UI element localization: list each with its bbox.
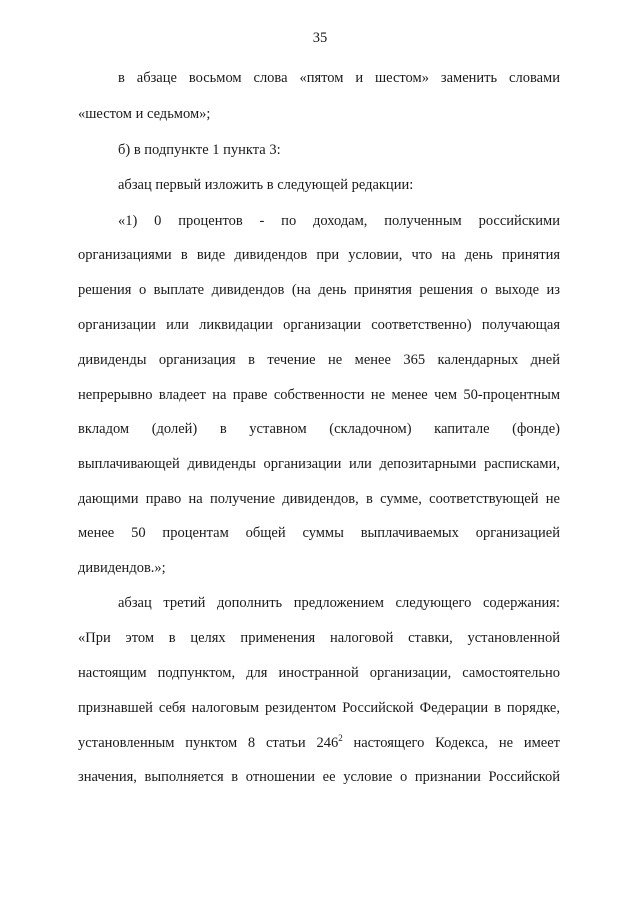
text-line: вкладом (долей) в уставном (складочном) капитале (фонде) xyxy=(78,421,560,437)
text-line: менее 50 процентам общей суммы выплачиваемых организацией xyxy=(78,525,560,541)
text-line: абзац первый изложить в следующей редакции: xyxy=(118,177,414,193)
text-segment: настоящего Кодекса, не имеет xyxy=(342,735,561,751)
text-line: непрерывно владеет на праве собственности не менее чем 50-процентным xyxy=(78,387,560,403)
text-segment: установленным пунктом 8 статьи 246 xyxy=(78,735,339,751)
text-line: дивидендов.»; xyxy=(78,560,166,576)
text-line: абзац третий дополнить предложением следующего содержания: xyxy=(118,595,560,611)
text-line: значения, выполняется в отношении ее условие о признании Российской xyxy=(78,769,560,785)
superscript: 2 xyxy=(338,733,343,744)
text-line: организациями в виде дивидендов при условии, что на день принятия xyxy=(78,247,560,263)
text-line: организации или ликвидации организации соответственно) получающая xyxy=(78,317,560,333)
text-line: дающими право на получение дивидендов, в сумме, соответствующей не xyxy=(78,491,560,507)
text-line: б) в подпункте 1 пункта 3: xyxy=(118,142,281,158)
text-line xyxy=(78,733,560,753)
text-line: «При этом в целях применения налоговой ставки, установленной xyxy=(78,630,560,646)
text-line: решения о выплате дивидендов (на день принятия решения о выходе из xyxy=(78,282,560,298)
text-line: дивиденды организация в течение не менее 365 календарных дней xyxy=(78,352,560,368)
text-line: «1) 0 процентов - по доходам, полученным российскими xyxy=(118,213,560,229)
text-line: признавшей себя налоговым резидентом Российской Федерации в порядке, xyxy=(78,700,560,716)
text-line: выплачивающей дивиденды организации или депозитарными расписками, xyxy=(78,456,560,472)
text-line: настоящим подпунктом, для иностранной организации, самостоятельно xyxy=(78,665,560,681)
text-line: «шестом и седьмом»; xyxy=(78,106,211,122)
page-number: 35 xyxy=(312,30,328,46)
text-line: в абзаце восьмом слова «пятом и шестом» заменить словами xyxy=(118,70,560,86)
